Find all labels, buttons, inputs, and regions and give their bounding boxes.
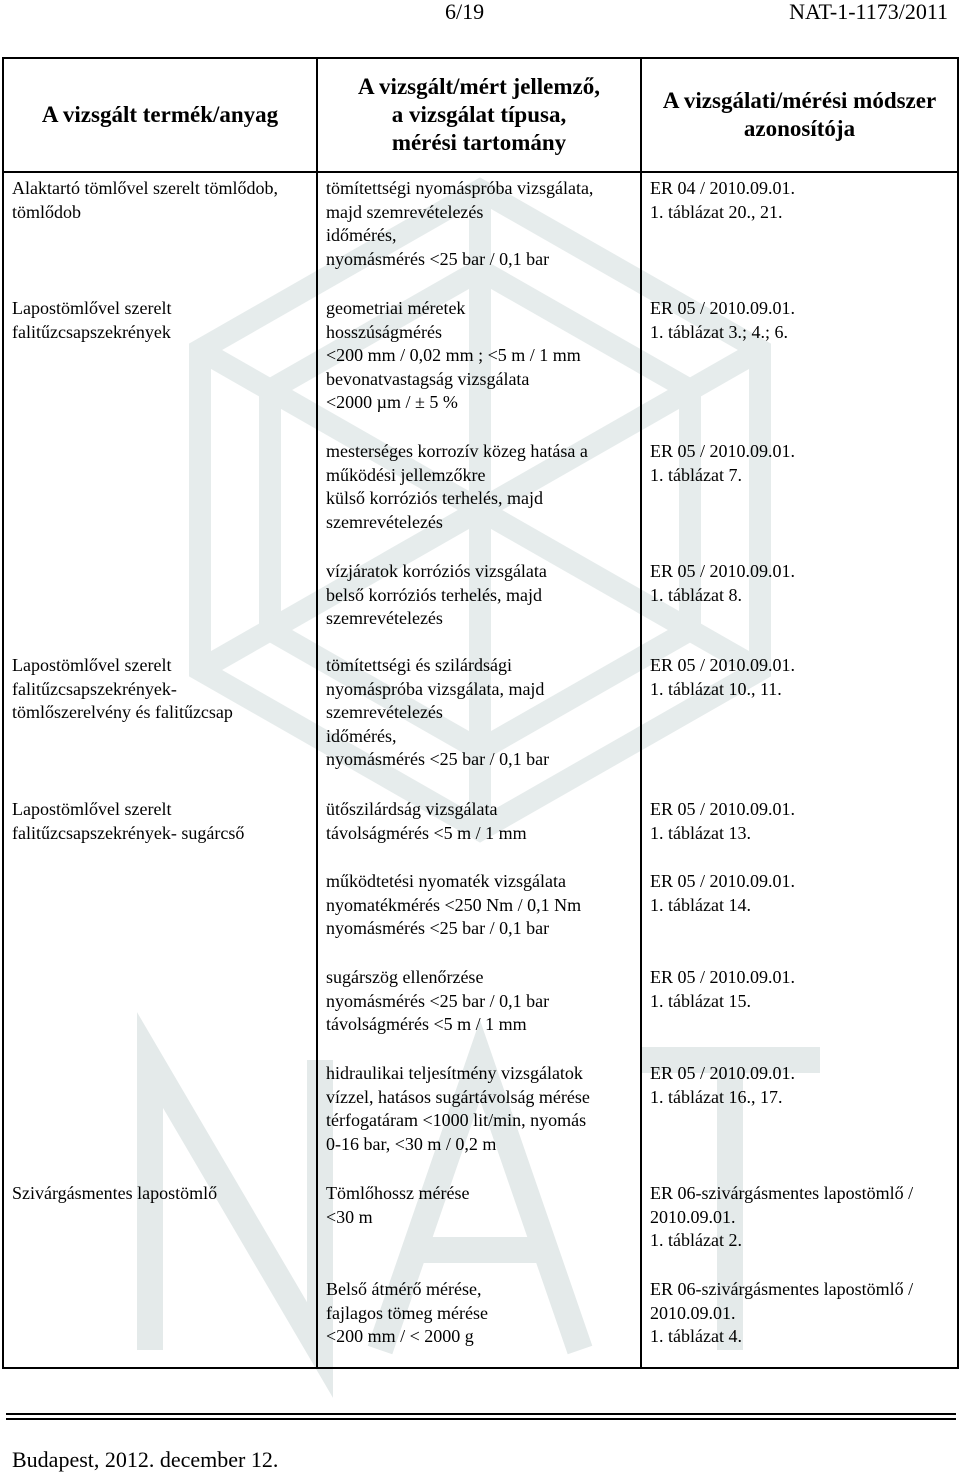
product-entry [12,177,278,224]
property-entry-line: majd szemrevételezés [326,201,484,222]
method-column [641,172,958,1368]
property-entry-line: tömítettségi és szilárdsági [326,655,512,675]
method-entry-line: 1. táblázat 10., 11. [650,678,782,699]
table-body-row [3,172,958,1368]
property-entry-line: nyomásmérés <25 bar / 0,1 bar [326,918,550,938]
property-entry-line: nyomásmérés <25 bar / 0,1 bar [326,248,550,269]
method-entry-line: ER 06-szivárgásmentes lapostömlő / [650,1279,914,1299]
property-entry-line: működési jellemzőkre [326,464,486,485]
property-entry [326,798,527,845]
product-entry-line: Lapostömlővel szerelt [12,655,172,675]
property-entry-line: távolságmérés <5 m / 1 mm [326,822,527,843]
product-entry-line: falitűzcsapszekrények- sugárcső [12,822,245,843]
property-entry-line: hidraulikai teljesítmény vizsgálatok [326,1063,583,1083]
property-entry-line: geometriai méretek [326,298,466,318]
property-entry-line: <30 m [326,1206,373,1227]
method-entry [650,798,795,845]
method-entry [650,870,795,917]
property-entry-line: nyomatékmérés <250 Nm / 0,1 Nm [326,894,582,915]
method-entry-line: ER 05 / 2010.09.01. [650,1063,796,1083]
method-entry [650,1182,913,1253]
product-entry [12,654,233,725]
property-entry-line: bevonatvastagság vizsgálata [326,368,530,389]
property-entry-line: sugárszög ellenőrzése [326,967,484,987]
property-entry-line: tömítettségi nyomáspróba vizsgálata, [326,178,594,198]
method-entry-line: ER 05 / 2010.09.01. [650,298,796,318]
property-entry-line: szemrevételezés [326,702,443,722]
property-entry-line: szemrevételezés [326,511,443,532]
method-entry-line: 1. táblázat 7. [650,464,742,485]
product-entry-line: Alaktartó tömlővel szerelt tömlődob, [12,178,278,198]
product-entry-line: tömlőszerelvény és falitűzcsap [12,702,233,722]
property-entry-line: <200 mm / 0,02 mm ; <5 m / 1 mm [326,345,581,365]
column-header-method [641,58,958,172]
property-entry [326,1182,469,1229]
column-header-product [3,58,317,172]
method-entry-line: 1. táblázat 2. [650,1230,742,1250]
footer-date: Budapest, 2012. december 12. [12,1447,279,1472]
property-entry-line: vízjáratok korróziós vizsgálata [326,561,547,581]
property-entry-line: fajlagos tömeg mérése [326,1302,488,1323]
method-entry-line: ER 05 / 2010.09.01. [650,561,796,581]
property-entry-line: Tömlőhossz mérése [326,1183,470,1203]
table-header-row [3,58,958,172]
property-entry-line: hosszúságmérés [326,321,442,342]
property-entry-line: külső korróziós terhelés, majd [326,488,543,508]
property-entry-line: szemrevételezés [326,608,443,628]
property-entry [326,297,581,415]
method-entry-line: ER 05 / 2010.09.01. [650,441,796,461]
product-entry [12,297,171,344]
property-entry [326,654,549,772]
footer-divider [6,1413,956,1415]
product-entry [12,1182,217,1206]
property-entry [326,440,588,534]
method-entry-line: 1. táblázat 14. [650,894,751,915]
method-entry-line: ER 05 / 2010.09.01. [650,871,796,891]
property-entry-line: időmérés, [326,725,397,746]
header-line: A vizsgált/mért jellemző, [357,74,601,99]
method-entry-line: ER 05 / 2010.09.01. [650,967,796,987]
header-line: A vizsgált termék/anyag [41,102,279,127]
accreditation-table [2,57,959,1369]
method-entry [650,1278,913,1349]
method-entry-line: 1. táblázat 3.; 4.; 6. [650,321,788,342]
method-entry-line: ER 04 / 2010.09.01. [650,178,796,198]
method-entry-line: 1. táblázat 13. [650,822,751,843]
header-line: a vizsgálat típusa, [391,102,567,127]
property-entry [326,1278,488,1349]
method-entry-line: 1. táblázat 4. [650,1326,742,1346]
property-entry [326,1062,590,1156]
page-number: 6/19 [445,0,485,24]
method-entry-line: 1. táblázat 15. [650,990,751,1011]
header-line: A vizsgálati/mérési módszer [662,88,937,113]
property-entry-line: 0-16 bar, <30 m / 0,2 m [326,1133,497,1154]
method-entry-line: ER 05 / 2010.09.01. [650,799,796,819]
product-entry-line: falitűzcsapszekrények [12,321,171,342]
property-entry-line: nyomásmérés <25 bar / 0,1 bar [326,749,550,769]
product-entry-line: tömlődob [12,201,82,222]
property-entry [326,560,547,631]
method-entry [650,560,795,607]
footer-divider [6,1418,956,1420]
property-entry [326,966,549,1037]
header-line: mérési tartomány [391,130,567,155]
document-id: NAT-1-1173/2011 [789,0,948,24]
product-entry-line: Lapostömlővel szerelt [12,298,172,318]
method-entry [650,966,795,1013]
property-entry-line: nyomáspróba vizsgálata, majd [326,678,545,699]
method-entry-line: 1. táblázat 8. [650,584,742,605]
property-entry-line: térfogatáram <1000 lit/min, nyomás [326,1110,587,1130]
product-entry-line: falitűzcsapszekrények- [12,678,177,699]
product-column [3,172,317,1368]
method-entry [650,177,795,224]
property-column [317,172,641,1368]
property-entry [326,870,581,941]
property-entry-line: <200 mm / < 2000 g [326,1326,474,1346]
method-entry [650,440,795,487]
property-entry-line: nyomásmérés <25 bar / 0,1 bar [326,990,550,1011]
property-entry-line: távolságmérés <5 m / 1 mm [326,1014,527,1034]
product-entry-line: Lapostömlővel szerelt [12,799,172,819]
property-entry-line: <2000 µm / ± 5 % [326,392,458,412]
method-entry-line: 1. táblázat 16., 17. [650,1086,783,1107]
method-entry-line: ER 06-szivárgásmentes lapostömlő / [650,1183,914,1203]
property-entry-line: vízzel, hatásos sugártávolság mérése [326,1086,590,1107]
property-entry-line: Belső átmérő mérése, [326,1279,482,1299]
method-entry-line: 2010.09.01. [650,1302,736,1323]
property-entry-line: időmérés, [326,225,397,245]
column-header-property [317,58,641,172]
method-entry [650,654,795,701]
property-entry-line: működtetési nyomaték vizsgálata [326,871,566,891]
method-entry [650,297,795,344]
property-entry-line: belső korróziós terhelés, majd [326,584,542,605]
property-entry [326,177,593,271]
method-entry-line: 1. táblázat 20., 21. [650,201,783,222]
product-entry-line: Szivárgásmentes lapostömlő [12,1183,218,1203]
property-entry-line: ütőszilárdság vizsgálata [326,799,498,819]
property-entry-line: mesterséges korrozív közeg hatása a [326,441,588,461]
method-entry-line: 2010.09.01. [650,1206,736,1227]
method-entry-line: ER 05 / 2010.09.01. [650,655,796,675]
header-line: azonosítója [743,116,856,141]
method-entry [650,1062,795,1109]
product-entry [12,798,244,845]
